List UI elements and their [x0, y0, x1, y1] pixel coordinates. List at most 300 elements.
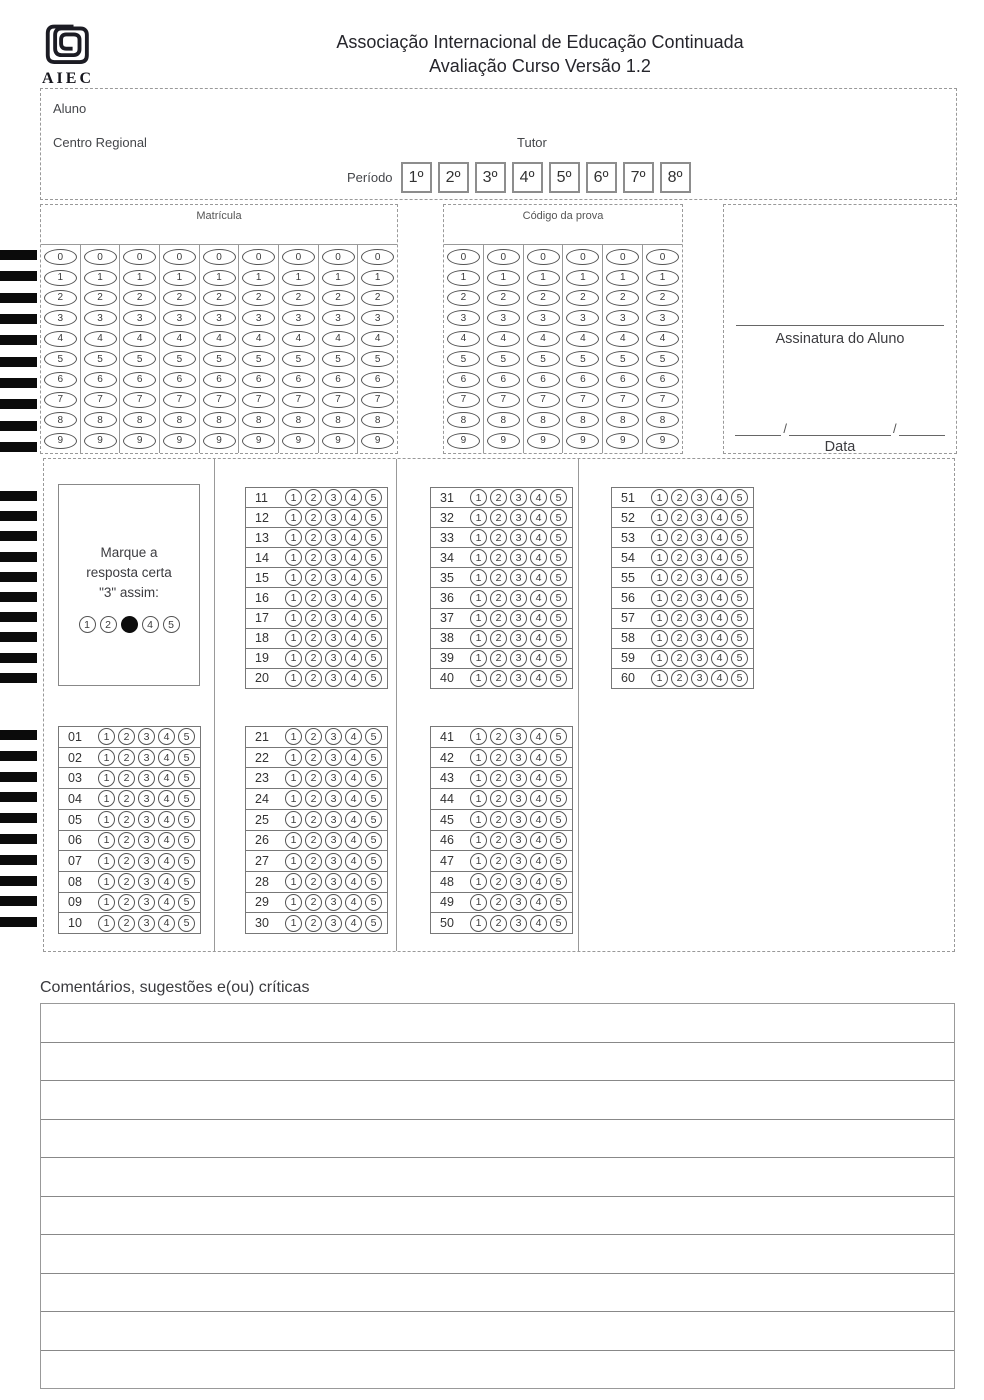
answer-bubble-q28-1[interactable]: 1	[285, 873, 302, 890]
answer-bubble-q20-1[interactable]: 1	[285, 670, 302, 687]
answer-bubble-q36-2[interactable]: 2	[490, 590, 507, 607]
answer-bubble-q27-1[interactable]: 1	[285, 853, 302, 870]
matricula-bubble-col9-digit8[interactable]: 8	[361, 412, 394, 428]
answer-bubble-q04-1[interactable]: 1	[98, 790, 115, 807]
answer-bubble-q55-1[interactable]: 1	[651, 569, 668, 586]
answer-bubble-q24-1[interactable]: 1	[285, 790, 302, 807]
answer-bubble-q49-2[interactable]: 2	[490, 894, 507, 911]
answer-bubble-q21-2[interactable]: 2	[305, 728, 322, 745]
matricula-bubble-col6-digit7[interactable]: 7	[242, 392, 275, 408]
answer-bubble-q18-1[interactable]: 1	[285, 630, 302, 647]
answer-bubble-q44-4[interactable]: 4	[530, 790, 547, 807]
answer-bubble-q35-2[interactable]: 2	[490, 569, 507, 586]
answer-bubble-q56-3[interactable]: 3	[691, 590, 708, 607]
matricula-bubble-col8-digit1[interactable]: 1	[322, 270, 355, 286]
answer-bubble-q17-1[interactable]: 1	[285, 610, 302, 627]
matricula-bubble-col8-digit5[interactable]: 5	[322, 351, 355, 367]
answer-bubble-q12-3[interactable]: 3	[325, 509, 342, 526]
codigo_prova-bubble-col5-digit8[interactable]: 8	[606, 412, 639, 428]
answer-bubble-q19-1[interactable]: 1	[285, 650, 302, 667]
answer-bubble-q15-4[interactable]: 4	[345, 569, 362, 586]
matricula-bubble-col9-digit2[interactable]: 2	[361, 290, 394, 306]
answer-bubble-q09-4[interactable]: 4	[158, 894, 175, 911]
answer-bubble-q36-1[interactable]: 1	[470, 590, 487, 607]
answer-bubble-q54-3[interactable]: 3	[691, 549, 708, 566]
answer-bubble-q35-3[interactable]: 3	[510, 569, 527, 586]
codigo_prova-bubble-col2-digit5[interactable]: 5	[487, 351, 520, 367]
answer-bubble-q28-3[interactable]: 3	[325, 873, 342, 890]
answer-bubble-q56-5[interactable]: 5	[731, 590, 748, 607]
answer-bubble-q38-5[interactable]: 5	[550, 630, 567, 647]
answer-bubble-q22-1[interactable]: 1	[285, 749, 302, 766]
answer-bubble-q10-5[interactable]: 5	[178, 915, 195, 932]
codigo_prova-bubble-col4-digit8[interactable]: 8	[566, 412, 599, 428]
matricula-bubble-col7-digit6[interactable]: 6	[282, 372, 315, 388]
codigo_prova-bubble-col6-digit6[interactable]: 6	[646, 372, 679, 388]
answer-bubble-q57-3[interactable]: 3	[691, 610, 708, 627]
answer-bubble-q60-4[interactable]: 4	[711, 670, 728, 687]
answer-bubble-q47-1[interactable]: 1	[470, 853, 487, 870]
answer-bubble-q26-4[interactable]: 4	[345, 832, 362, 849]
answer-bubble-q11-1[interactable]: 1	[285, 489, 302, 506]
answer-bubble-q35-5[interactable]: 5	[550, 569, 567, 586]
answer-bubble-q09-5[interactable]: 5	[178, 894, 195, 911]
answer-bubble-q55-4[interactable]: 4	[711, 569, 728, 586]
codigo_prova-bubble-col2-digit4[interactable]: 4	[487, 331, 520, 347]
matricula-bubble-col7-digit2[interactable]: 2	[282, 290, 315, 306]
answer-bubble-q51-5[interactable]: 5	[731, 489, 748, 506]
answer-bubble-q54-4[interactable]: 4	[711, 549, 728, 566]
matricula-bubble-col8-digit9[interactable]: 9	[322, 433, 355, 449]
answer-bubble-q28-2[interactable]: 2	[305, 873, 322, 890]
answer-bubble-q33-1[interactable]: 1	[470, 529, 487, 546]
answer-bubble-q49-5[interactable]: 5	[550, 894, 567, 911]
answer-bubble-q15-2[interactable]: 2	[305, 569, 322, 586]
codigo_prova-bubble-col1-digit4[interactable]: 4	[447, 331, 480, 347]
comment-line-4[interactable]	[41, 1120, 954, 1159]
matricula-bubble-col2-digit2[interactable]: 2	[84, 290, 117, 306]
matricula-bubble-col1-digit4[interactable]: 4	[44, 331, 77, 347]
answer-bubble-q51-1[interactable]: 1	[651, 489, 668, 506]
answer-bubble-q15-5[interactable]: 5	[365, 569, 382, 586]
answer-bubble-q23-2[interactable]: 2	[305, 770, 322, 787]
answer-bubble-q07-4[interactable]: 4	[158, 853, 175, 870]
matricula-bubble-col4-digit8[interactable]: 8	[163, 412, 196, 428]
matricula-bubble-col6-digit4[interactable]: 4	[242, 331, 275, 347]
answer-bubble-q31-3[interactable]: 3	[510, 489, 527, 506]
codigo_prova-bubble-col1-digit2[interactable]: 2	[447, 290, 480, 306]
answer-bubble-q39-2[interactable]: 2	[490, 650, 507, 667]
answer-bubble-q56-4[interactable]: 4	[711, 590, 728, 607]
answer-bubble-q60-5[interactable]: 5	[731, 670, 748, 687]
answer-bubble-q55-2[interactable]: 2	[671, 569, 688, 586]
answer-bubble-q43-4[interactable]: 4	[530, 770, 547, 787]
matricula-bubble-col3-digit3[interactable]: 3	[123, 310, 156, 326]
matricula-bubble-col1-digit6[interactable]: 6	[44, 372, 77, 388]
answer-bubble-q23-4[interactable]: 4	[345, 770, 362, 787]
answer-bubble-q40-3[interactable]: 3	[510, 670, 527, 687]
answer-bubble-q31-1[interactable]: 1	[470, 489, 487, 506]
answer-bubble-q59-3[interactable]: 3	[691, 650, 708, 667]
answer-bubble-q24-5[interactable]: 5	[365, 790, 382, 807]
matricula-bubble-col7-digit1[interactable]: 1	[282, 270, 315, 286]
codigo_prova-bubble-col5-digit2[interactable]: 2	[606, 290, 639, 306]
answer-bubble-q14-1[interactable]: 1	[285, 549, 302, 566]
answer-bubble-q45-5[interactable]: 5	[550, 811, 567, 828]
answer-bubble-q29-2[interactable]: 2	[305, 894, 322, 911]
matricula-bubble-col9-digit5[interactable]: 5	[361, 351, 394, 367]
matricula-bubble-col1-digit2[interactable]: 2	[44, 290, 77, 306]
matricula-bubble-col2-digit0[interactable]: 0	[84, 249, 117, 265]
matricula-bubble-col5-digit1[interactable]: 1	[203, 270, 236, 286]
codigo_prova-bubble-col1-digit1[interactable]: 1	[447, 270, 480, 286]
matricula-bubble-col8-digit4[interactable]: 4	[322, 331, 355, 347]
answer-bubble-q55-5[interactable]: 5	[731, 569, 748, 586]
codigo_prova-bubble-col5-digit7[interactable]: 7	[606, 392, 639, 408]
answer-bubble-q20-4[interactable]: 4	[345, 670, 362, 687]
answer-bubble-q56-1[interactable]: 1	[651, 590, 668, 607]
matricula-bubble-col9-digit3[interactable]: 3	[361, 310, 394, 326]
answer-bubble-q05-2[interactable]: 2	[118, 811, 135, 828]
answer-bubble-q59-1[interactable]: 1	[651, 650, 668, 667]
answer-bubble-q35-4[interactable]: 4	[530, 569, 547, 586]
comment-line-2[interactable]	[41, 1043, 954, 1082]
matricula-bubble-col4-digit5[interactable]: 5	[163, 351, 196, 367]
answer-bubble-q05-1[interactable]: 1	[98, 811, 115, 828]
answer-bubble-q34-5[interactable]: 5	[550, 549, 567, 566]
answer-bubble-q16-2[interactable]: 2	[305, 590, 322, 607]
answer-bubble-q22-5[interactable]: 5	[365, 749, 382, 766]
answer-bubble-q44-5[interactable]: 5	[550, 790, 567, 807]
codigo_prova-bubble-col2-digit9[interactable]: 9	[487, 433, 520, 449]
matricula-bubble-col6-digit6[interactable]: 6	[242, 372, 275, 388]
answer-bubble-q15-3[interactable]: 3	[325, 569, 342, 586]
answer-bubble-q53-1[interactable]: 1	[651, 529, 668, 546]
codigo_prova-bubble-col4-digit5[interactable]: 5	[566, 351, 599, 367]
codigo_prova-bubble-col4-digit7[interactable]: 7	[566, 392, 599, 408]
codigo_prova-bubble-col2-digit3[interactable]: 3	[487, 310, 520, 326]
answer-bubble-q01-5[interactable]: 5	[178, 728, 195, 745]
answer-bubble-q32-2[interactable]: 2	[490, 509, 507, 526]
matricula-bubble-col2-digit5[interactable]: 5	[84, 351, 117, 367]
answer-bubble-q09-1[interactable]: 1	[98, 894, 115, 911]
answer-bubble-q48-4[interactable]: 4	[530, 873, 547, 890]
matricula-bubble-col2-digit3[interactable]: 3	[84, 310, 117, 326]
answer-bubble-q32-1[interactable]: 1	[470, 509, 487, 526]
answer-bubble-q45-3[interactable]: 3	[510, 811, 527, 828]
answer-bubble-q23-1[interactable]: 1	[285, 770, 302, 787]
codigo_prova-bubble-col1-digit5[interactable]: 5	[447, 351, 480, 367]
answer-bubble-q18-5[interactable]: 5	[365, 630, 382, 647]
periodo-box-3[interactable]: 3º	[475, 162, 506, 193]
periodo-box-1[interactable]: 1º	[401, 162, 432, 193]
answer-bubble-q06-3[interactable]: 3	[138, 832, 155, 849]
answer-bubble-q41-3[interactable]: 3	[510, 728, 527, 745]
answer-bubble-q58-3[interactable]: 3	[691, 630, 708, 647]
answer-bubble-q51-2[interactable]: 2	[671, 489, 688, 506]
answer-bubble-q40-4[interactable]: 4	[530, 670, 547, 687]
periodo-box-7[interactable]: 7º	[623, 162, 654, 193]
answer-bubble-q26-2[interactable]: 2	[305, 832, 322, 849]
answer-bubble-q52-2[interactable]: 2	[671, 509, 688, 526]
answer-bubble-q42-4[interactable]: 4	[530, 749, 547, 766]
answer-bubble-q16-5[interactable]: 5	[365, 590, 382, 607]
answer-bubble-q04-2[interactable]: 2	[118, 790, 135, 807]
matricula-bubble-col1-digit0[interactable]: 0	[44, 249, 77, 265]
answer-bubble-q16-4[interactable]: 4	[345, 590, 362, 607]
matricula-bubble-col5-digit6[interactable]: 6	[203, 372, 236, 388]
answer-bubble-q33-5[interactable]: 5	[550, 529, 567, 546]
matricula-bubble-col7-digit8[interactable]: 8	[282, 412, 315, 428]
answer-bubble-q13-3[interactable]: 3	[325, 529, 342, 546]
answer-bubble-q52-3[interactable]: 3	[691, 509, 708, 526]
codigo_prova-bubble-col1-digit8[interactable]: 8	[447, 412, 480, 428]
periodo-box-2[interactable]: 2º	[438, 162, 469, 193]
codigo_prova-bubble-col5-digit6[interactable]: 6	[606, 372, 639, 388]
matricula-bubble-col6-digit1[interactable]: 1	[242, 270, 275, 286]
answer-bubble-q01-4[interactable]: 4	[158, 728, 175, 745]
answer-bubble-q06-5[interactable]: 5	[178, 832, 195, 849]
answer-bubble-q49-4[interactable]: 4	[530, 894, 547, 911]
answer-bubble-q28-4[interactable]: 4	[345, 873, 362, 890]
answer-bubble-q04-3[interactable]: 3	[138, 790, 155, 807]
codigo_prova-bubble-col5-digit3[interactable]: 3	[606, 310, 639, 326]
answer-bubble-q18-4[interactable]: 4	[345, 630, 362, 647]
matricula-bubble-col6-digit8[interactable]: 8	[242, 412, 275, 428]
answer-bubble-q43-1[interactable]: 1	[470, 770, 487, 787]
codigo_prova-bubble-col4-digit1[interactable]: 1	[566, 270, 599, 286]
answer-bubble-q50-5[interactable]: 5	[550, 915, 567, 932]
answer-bubble-q52-5[interactable]: 5	[731, 509, 748, 526]
answer-bubble-q44-3[interactable]: 3	[510, 790, 527, 807]
answer-bubble-q60-3[interactable]: 3	[691, 670, 708, 687]
answer-bubble-q13-2[interactable]: 2	[305, 529, 322, 546]
matricula-bubble-col1-digit7[interactable]: 7	[44, 392, 77, 408]
matricula-bubble-col1-digit5[interactable]: 5	[44, 351, 77, 367]
answer-bubble-q19-2[interactable]: 2	[305, 650, 322, 667]
answer-bubble-q24-3[interactable]: 3	[325, 790, 342, 807]
codigo_prova-bubble-col5-digit5[interactable]: 5	[606, 351, 639, 367]
comment-line-7[interactable]	[41, 1235, 954, 1274]
answer-bubble-q24-2[interactable]: 2	[305, 790, 322, 807]
answer-bubble-q21-1[interactable]: 1	[285, 728, 302, 745]
answer-bubble-q07-1[interactable]: 1	[98, 853, 115, 870]
answer-bubble-q11-3[interactable]: 3	[325, 489, 342, 506]
answer-bubble-q10-1[interactable]: 1	[98, 915, 115, 932]
answer-bubble-q40-5[interactable]: 5	[550, 670, 567, 687]
answer-bubble-q25-1[interactable]: 1	[285, 811, 302, 828]
answer-bubble-q42-1[interactable]: 1	[470, 749, 487, 766]
answer-bubble-q06-1[interactable]: 1	[98, 832, 115, 849]
answer-bubble-q58-4[interactable]: 4	[711, 630, 728, 647]
answer-bubble-q43-5[interactable]: 5	[550, 770, 567, 787]
answer-bubble-q50-3[interactable]: 3	[510, 915, 527, 932]
matricula-bubble-col3-digit6[interactable]: 6	[123, 372, 156, 388]
matricula-bubble-col5-digit0[interactable]: 0	[203, 249, 236, 265]
answer-bubble-q11-4[interactable]: 4	[345, 489, 362, 506]
matricula-bubble-col3-digit7[interactable]: 7	[123, 392, 156, 408]
answer-bubble-q50-2[interactable]: 2	[490, 915, 507, 932]
codigo_prova-bubble-col5-digit9[interactable]: 9	[606, 433, 639, 449]
matricula-bubble-col4-digit0[interactable]: 0	[163, 249, 196, 265]
comment-line-8[interactable]	[41, 1274, 954, 1313]
matricula-bubble-col3-digit2[interactable]: 2	[123, 290, 156, 306]
answer-bubble-q27-4[interactable]: 4	[345, 853, 362, 870]
answer-bubble-q17-4[interactable]: 4	[345, 610, 362, 627]
answer-bubble-q20-5[interactable]: 5	[365, 670, 382, 687]
matricula-bubble-col6-digit5[interactable]: 5	[242, 351, 275, 367]
codigo_prova-bubble-col5-digit0[interactable]: 0	[606, 249, 639, 265]
matricula-bubble-col7-digit9[interactable]: 9	[282, 433, 315, 449]
answer-bubble-q48-1[interactable]: 1	[470, 873, 487, 890]
codigo_prova-bubble-col6-digit0[interactable]: 0	[646, 249, 679, 265]
matricula-bubble-col9-digit1[interactable]: 1	[361, 270, 394, 286]
answer-bubble-q47-2[interactable]: 2	[490, 853, 507, 870]
answer-bubble-q20-2[interactable]: 2	[305, 670, 322, 687]
matricula-bubble-col2-digit7[interactable]: 7	[84, 392, 117, 408]
answer-bubble-q46-3[interactable]: 3	[510, 832, 527, 849]
answer-bubble-q19-5[interactable]: 5	[365, 650, 382, 667]
answer-bubble-q37-1[interactable]: 1	[470, 610, 487, 627]
answer-bubble-q01-2[interactable]: 2	[118, 728, 135, 745]
answer-bubble-q38-4[interactable]: 4	[530, 630, 547, 647]
answer-bubble-q30-1[interactable]: 1	[285, 915, 302, 932]
answer-bubble-q03-4[interactable]: 4	[158, 770, 175, 787]
comment-line-9[interactable]	[41, 1312, 954, 1351]
answer-bubble-q08-3[interactable]: 3	[138, 873, 155, 890]
answer-bubble-q39-3[interactable]: 3	[510, 650, 527, 667]
answer-bubble-q36-3[interactable]: 3	[510, 590, 527, 607]
answer-bubble-q26-1[interactable]: 1	[285, 832, 302, 849]
matricula-bubble-col6-digit3[interactable]: 3	[242, 310, 275, 326]
answer-bubble-q19-4[interactable]: 4	[345, 650, 362, 667]
answer-bubble-q04-5[interactable]: 5	[178, 790, 195, 807]
matricula-bubble-col8-digit3[interactable]: 3	[322, 310, 355, 326]
matricula-bubble-col4-digit3[interactable]: 3	[163, 310, 196, 326]
answer-bubble-q41-4[interactable]: 4	[530, 728, 547, 745]
codigo_prova-bubble-col4-digit2[interactable]: 2	[566, 290, 599, 306]
answer-bubble-q37-3[interactable]: 3	[510, 610, 527, 627]
answer-bubble-q47-5[interactable]: 5	[550, 853, 567, 870]
answer-bubble-q11-2[interactable]: 2	[305, 489, 322, 506]
answer-bubble-q29-1[interactable]: 1	[285, 894, 302, 911]
matricula-bubble-col6-digit0[interactable]: 0	[242, 249, 275, 265]
answer-bubble-q06-4[interactable]: 4	[158, 832, 175, 849]
date-month-line[interactable]	[789, 421, 891, 436]
codigo_prova-bubble-col3-digit9[interactable]: 9	[527, 433, 560, 449]
codigo_prova-bubble-col6-digit7[interactable]: 7	[646, 392, 679, 408]
answer-bubble-q17-2[interactable]: 2	[305, 610, 322, 627]
answer-bubble-q08-2[interactable]: 2	[118, 873, 135, 890]
matricula-bubble-col2-digit6[interactable]: 6	[84, 372, 117, 388]
answer-bubble-q48-5[interactable]: 5	[550, 873, 567, 890]
matricula-bubble-col5-digit9[interactable]: 9	[203, 433, 236, 449]
answer-bubble-q54-1[interactable]: 1	[651, 549, 668, 566]
codigo_prova-bubble-col6-digit3[interactable]: 3	[646, 310, 679, 326]
answer-bubble-q58-5[interactable]: 5	[731, 630, 748, 647]
codigo_prova-bubble-col2-digit6[interactable]: 6	[487, 372, 520, 388]
answer-bubble-q17-3[interactable]: 3	[325, 610, 342, 627]
matricula-bubble-col8-digit2[interactable]: 2	[322, 290, 355, 306]
matricula-bubble-col8-digit8[interactable]: 8	[322, 412, 355, 428]
answer-bubble-q39-1[interactable]: 1	[470, 650, 487, 667]
answer-bubble-q14-3[interactable]: 3	[325, 549, 342, 566]
answer-bubble-q38-3[interactable]: 3	[510, 630, 527, 647]
codigo_prova-bubble-col2-digit2[interactable]: 2	[487, 290, 520, 306]
answer-bubble-q05-5[interactable]: 5	[178, 811, 195, 828]
answer-bubble-q58-2[interactable]: 2	[671, 630, 688, 647]
answer-bubble-q14-5[interactable]: 5	[365, 549, 382, 566]
matricula-bubble-col3-digit8[interactable]: 8	[123, 412, 156, 428]
answer-bubble-q51-3[interactable]: 3	[691, 489, 708, 506]
answer-bubble-q43-3[interactable]: 3	[510, 770, 527, 787]
codigo_prova-bubble-col3-digit6[interactable]: 6	[527, 372, 560, 388]
periodo-box-8[interactable]: 8º	[660, 162, 691, 193]
answer-bubble-q07-3[interactable]: 3	[138, 853, 155, 870]
answer-bubble-q36-4[interactable]: 4	[530, 590, 547, 607]
answer-bubble-q49-3[interactable]: 3	[510, 894, 527, 911]
answer-bubble-q15-1[interactable]: 1	[285, 569, 302, 586]
codigo_prova-bubble-col6-digit5[interactable]: 5	[646, 351, 679, 367]
answer-bubble-q22-2[interactable]: 2	[305, 749, 322, 766]
answer-bubble-q13-4[interactable]: 4	[345, 529, 362, 546]
answer-bubble-q45-1[interactable]: 1	[470, 811, 487, 828]
matricula-bubble-col2-digit1[interactable]: 1	[84, 270, 117, 286]
answer-bubble-q50-1[interactable]: 1	[470, 915, 487, 932]
codigo_prova-bubble-col4-digit0[interactable]: 0	[566, 249, 599, 265]
answer-bubble-q19-3[interactable]: 3	[325, 650, 342, 667]
matricula-bubble-col8-digit0[interactable]: 0	[322, 249, 355, 265]
answer-bubble-q59-4[interactable]: 4	[711, 650, 728, 667]
comment-line-1[interactable]	[41, 1004, 954, 1043]
matricula-bubble-col4-digit4[interactable]: 4	[163, 331, 196, 347]
matricula-bubble-col1-digit9[interactable]: 9	[44, 433, 77, 449]
codigo_prova-bubble-col4-digit6[interactable]: 6	[566, 372, 599, 388]
answer-bubble-q21-3[interactable]: 3	[325, 728, 342, 745]
periodo-box-6[interactable]: 6º	[586, 162, 617, 193]
answer-bubble-q31-5[interactable]: 5	[550, 489, 567, 506]
answer-bubble-q50-4[interactable]: 4	[530, 915, 547, 932]
comment-line-10[interactable]	[41, 1351, 954, 1389]
codigo_prova-bubble-col1-digit3[interactable]: 3	[447, 310, 480, 326]
answer-bubble-q46-5[interactable]: 5	[550, 832, 567, 849]
matricula-bubble-col4-digit2[interactable]: 2	[163, 290, 196, 306]
answer-bubble-q13-5[interactable]: 5	[365, 529, 382, 546]
codigo_prova-bubble-col3-digit0[interactable]: 0	[527, 249, 560, 265]
matricula-bubble-col5-digit2[interactable]: 2	[203, 290, 236, 306]
answer-bubble-q23-5[interactable]: 5	[365, 770, 382, 787]
matricula-bubble-col9-digit7[interactable]: 7	[361, 392, 394, 408]
answer-bubble-q03-5[interactable]: 5	[178, 770, 195, 787]
codigo_prova-bubble-col5-digit4[interactable]: 4	[606, 331, 639, 347]
answer-bubble-q57-1[interactable]: 1	[651, 610, 668, 627]
matricula-bubble-col9-digit9[interactable]: 9	[361, 433, 394, 449]
answer-bubble-q27-5[interactable]: 5	[365, 853, 382, 870]
answer-bubble-q14-4[interactable]: 4	[345, 549, 362, 566]
codigo_prova-bubble-col3-digit5[interactable]: 5	[527, 351, 560, 367]
matricula-bubble-col5-digit8[interactable]: 8	[203, 412, 236, 428]
answer-bubble-q23-3[interactable]: 3	[325, 770, 342, 787]
matricula-bubble-col8-digit6[interactable]: 6	[322, 372, 355, 388]
codigo_prova-bubble-col6-digit8[interactable]: 8	[646, 412, 679, 428]
answer-bubble-q59-5[interactable]: 5	[731, 650, 748, 667]
answer-bubble-q26-3[interactable]: 3	[325, 832, 342, 849]
answer-bubble-q37-2[interactable]: 2	[490, 610, 507, 627]
answer-bubble-q03-1[interactable]: 1	[98, 770, 115, 787]
codigo_prova-bubble-col3-digit8[interactable]: 8	[527, 412, 560, 428]
matricula-bubble-col4-digit6[interactable]: 6	[163, 372, 196, 388]
matricula-bubble-col9-digit6[interactable]: 6	[361, 372, 394, 388]
